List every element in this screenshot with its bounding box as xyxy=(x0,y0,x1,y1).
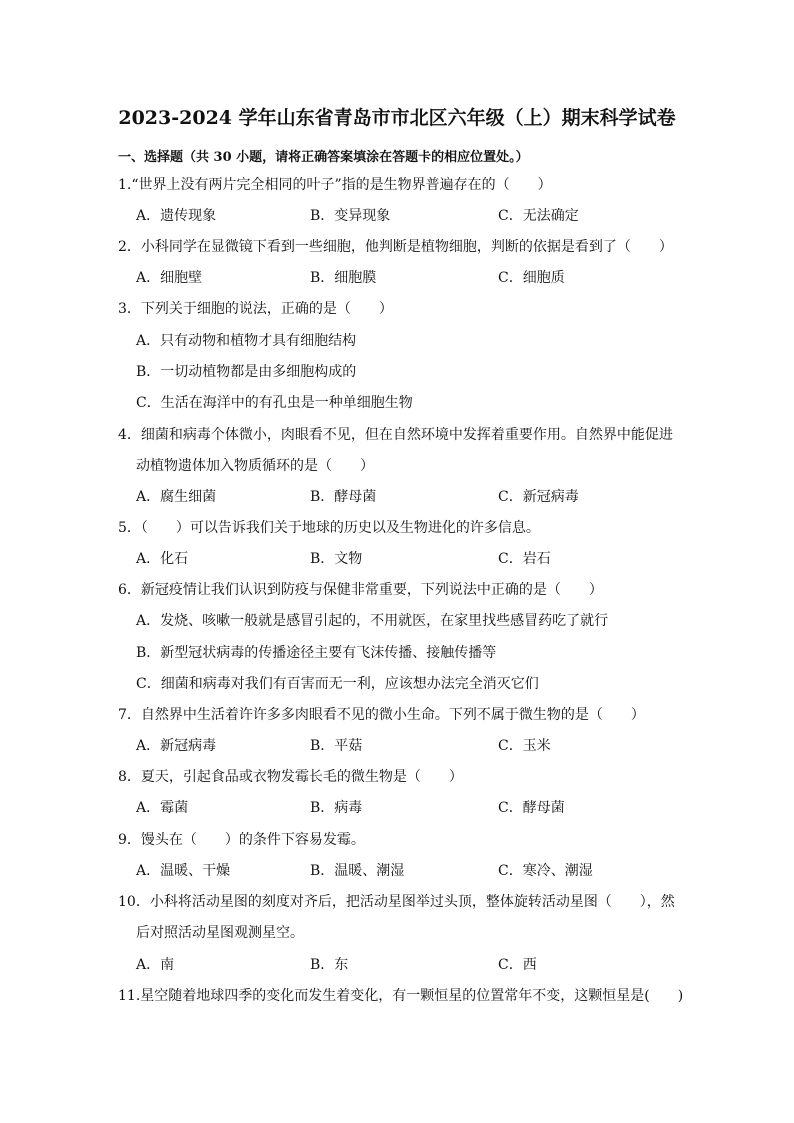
option-a[interactable]: A．遗传现象 xyxy=(136,208,217,224)
option-c[interactable]: C．无法确定 xyxy=(498,208,579,224)
option-a[interactable]: A．南 xyxy=(136,957,175,973)
option-a[interactable]: A．化石 xyxy=(136,551,189,567)
question-1: 1.“世界上没有两片完全相同的叶子”指的是生物界普遍存在的（ ） xyxy=(118,177,552,193)
option-a[interactable]: A．新冠病毒 xyxy=(136,738,217,754)
option-b[interactable]: B．变异现象 xyxy=(310,208,391,224)
page-title: 2023-2024 学年山东省青岛市市北区六年级（上）期末科学试卷 xyxy=(118,107,676,129)
option-a[interactable]: A．细胞壁 xyxy=(136,270,203,286)
question-11: 11.星空随着地球四季的变化而发生着变化，有一颗恒星的位置常年不变，这颗恒星是( ) xyxy=(118,988,684,1004)
option-b[interactable]: B．文物 xyxy=(310,551,363,567)
question-2: 2．小科同学在显微镜下看到一些细胞，他判断是植物细胞，判断的依据是看到了（ ） xyxy=(118,239,673,255)
question-4: 4．细菌和病毒个体微小，肉眼看不见，但在自然环境中发挥着重要作用。自然界中能促进 xyxy=(118,427,673,443)
option-c[interactable]: C．酵母菌 xyxy=(498,800,565,816)
option-b[interactable]: B．酵母菌 xyxy=(310,489,377,505)
question-9: 9．馒头在（ ）的条件下容易发霉。 xyxy=(118,832,365,848)
option-c[interactable]: C．生活在海洋中的有孔虫是一种单细胞生物 xyxy=(136,395,413,411)
option-c[interactable]: C．细菌和病毒对我们有百害而无一利，应该想办法完全消灭它们 xyxy=(136,676,539,692)
option-b[interactable]: B．细胞膜 xyxy=(310,270,377,286)
question-3: 3．下列关于细胞的说法，正确的是（ ） xyxy=(118,301,393,317)
option-b[interactable]: B．新型冠状病毒的传播途径主要有飞沫传播、接触传播等 xyxy=(136,645,497,661)
option-c[interactable]: C．西 xyxy=(498,957,537,973)
option-a[interactable]: A．只有动物和植物才具有细胞结构 xyxy=(136,333,357,349)
option-b[interactable]: B．平菇 xyxy=(310,738,363,754)
question-8: 8．夏天，引起食品或衣物发霉长毛的微生物是（ ） xyxy=(118,769,463,785)
option-c[interactable]: C．玉米 xyxy=(498,738,551,754)
question-6: 6．新冠疫情让我们认识到防疫与保健非常重要，下列说法中正确的是（ ） xyxy=(118,582,603,598)
question-7: 7．自然界中生活着许许多多肉眼看不见的微小生命。下列不属于微生物的是（ ） xyxy=(118,707,645,723)
option-a[interactable]: A．温暖、干燥 xyxy=(136,863,231,879)
option-c[interactable]: C．岩石 xyxy=(498,551,551,567)
option-a[interactable]: A．腐生细菌 xyxy=(136,489,217,505)
question-10-cont: 后对照活动星图观测星空。 xyxy=(136,925,304,941)
option-b[interactable]: B．病毒 xyxy=(310,800,363,816)
option-b[interactable]: B．温暖、潮湿 xyxy=(310,863,405,879)
option-a[interactable]: A．发烧、咳嗽一般就是感冒引起的，不用就医，在家里找些感冒药吃了就行 xyxy=(136,613,609,629)
option-a[interactable]: A．霉菌 xyxy=(136,800,189,816)
question-4-cont: 动植物遗体加入物质循环的是（ ） xyxy=(136,458,374,474)
question-5: 5．（ ）可以告诉我们关于地球的历史以及生物进化的许多信息。 xyxy=(118,520,540,536)
section-heading: 一、选择题（共 30 小题，请将正确答案填涂在答题卡的相应位置处。） xyxy=(118,150,529,165)
option-c[interactable]: C．寒冷、潮湿 xyxy=(498,863,593,879)
option-b[interactable]: B．东 xyxy=(310,957,349,973)
question-10: 10．小科将活动星图的刻度对齐后，把活动星图举过头顶，整体旋转活动星图（ ），然 xyxy=(118,894,675,910)
option-c[interactable]: C．细胞质 xyxy=(498,270,565,286)
option-b[interactable]: B．一切动植物都是由多细胞构成的 xyxy=(136,364,357,380)
option-c[interactable]: C．新冠病毒 xyxy=(498,489,579,505)
